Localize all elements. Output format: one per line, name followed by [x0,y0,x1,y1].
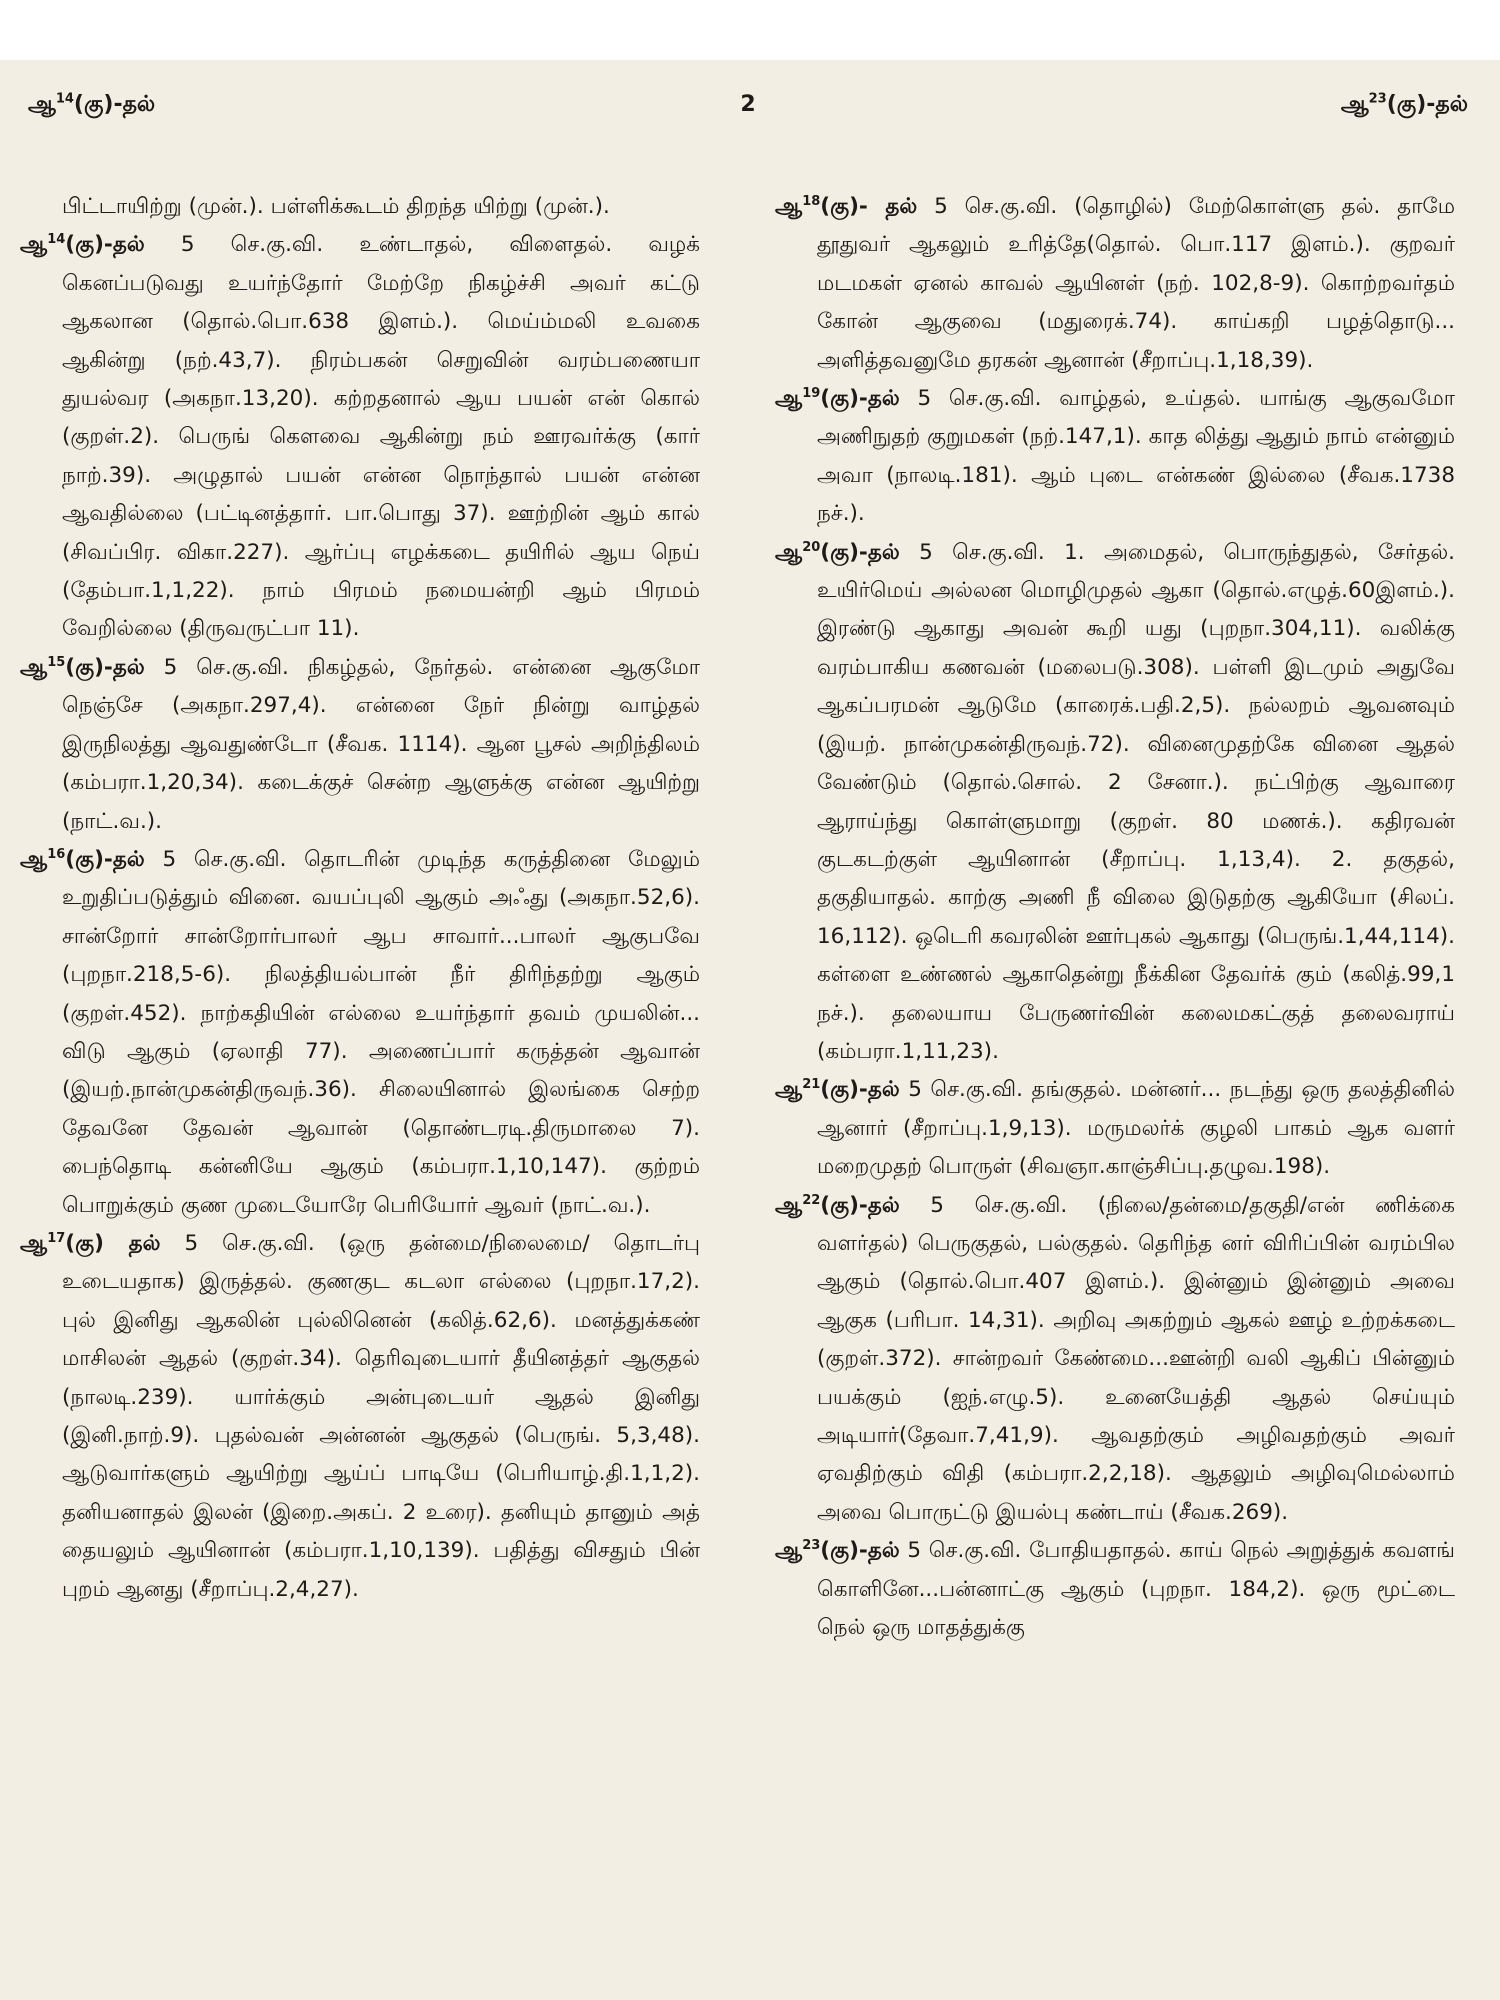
entry-headword: ஆ$^{20}$(கு)-தல் [775,539,900,565]
entry-headword: ஆ$^{21}$(கு)-தல் [775,1077,900,1103]
entry-text: 5 செ.கு.வி. (தொழில்) மேற்கொள்ளு தல். தாமே தூதுவர் ஆகலும் உரித்தே(தொல். பொ.117 இளம்.). குறவர் மடமகள் ஏனல் காவல் ஆயினள் (நற். 102,8-9). கொற்றவர்தம் கோன் ஆகுவை (மதுரைக்.74). காய்கறி பழத்தொடு... அளித்தவனுமே தரகன் ஆனான் (சீறாப்பு.1,18,39). [817,194,1455,373]
dictionary-entry [20,1225,700,1609]
entry-headword: ஆ$^{14}$(கு)-தல் [20,232,145,258]
dictionary-entry [775,1071,1455,1186]
entry-headword: ஆ$^{22}$(கு)-தல் [775,1192,900,1218]
dictionary-entry [20,841,700,1225]
entry-text: 5 செ.கு.வி. (நிலை/தன்மை/தகுதி/என் ணிக்கை வளர்தல்) பெருகுதல், பல்குதல். தெரிந்த னர் விரிப்பின் வரம்பில ஆகும் (தொல்.பொ.407 இளம்.). இன்னும் இன்னும் அவை ஆகுக (பரிபா. 14,31). அறிவு அகற்றும் ஆகல் ஊழ் உற்றக்கடை (குறள்.372). சான்றவர் கேண்மை...ஊன்றி வலி ஆகிப் பின்னும் பயக்கும் (ஐந்.எழு.5). உனையேத்தி ஆதல் செய்யும் அடியார்(தேவா.7,41,9). ஆவதற்கும் அழிவதற்கும் அவர் ஏவதிற்கும் விதி (கம்பரா.2,2,18). ஆதலும் அழிவுமெல்லாம் அவை பொருட்டு இயல்பு கண்டாய் (சீவக.269). [817,1192,1455,1525]
dictionary-entry [775,1187,1455,1533]
entry-text: 5 செ.கு.வி. போதியதாதல். காய் நெல் அறுத்துக் கவளங் கொளினே...பன்னாட்கு ஆகும் (புறநா. 184,2). ஒரு மூட்டை நெல் ஒரு மாதத்துக்கு [817,1538,1455,1641]
dictionary-entry [775,534,1455,1072]
entry-text: 5 செ.கு.வி. (ஒரு தன்மை/நிலைமை/ தொடர்பு உடையதாக) இருத்தல். குணகுட கடலா எல்லை (புறநா.17,2). புல் இனிது ஆகலின் புல்லினென் (கலித்.62,6). மனத்துக்கண் மாசிலன் ஆதல் (குறள்.34). தெரிவுடையார் தீயினத்தர் ஆகுதல் (நாலடி.239). யார்க்கும் அன்புடையர் ஆதல் இனிது (இனி.நாற்.9). புதல்வன் அன்னன் ஆகுதல் (பெருங். 5,3,48). ஆடுவார்களும் ஆயிற்று ஆய்ப் பாடியே (பெரியாழ்.தி.1,1,2). தனியனாதல் இலன் (இறை.அகப். 2 உரை). தனியும் தானும் அத் தையலும் ஆயினான் (கம்பரா.1,10,139). பதித்து விசதும் பின் புறம் ஆனது (சீறாப்பு.2,4,27). [62,1230,700,1602]
dictionary-entry [775,380,1455,534]
entry-text: 5 செ.கு.வி. தங்குதல். மன்னர்... நடந்து ஒரு தலத்தினில் ஆனார் (சீறாப்பு.1,9,13). மருமலர்க் குழலி பாகம் ஆக வளர் மறைமுதற் பொருள் (சிவஞா.காஞ்சிப்பு.தழுவ.198). [817,1077,1455,1180]
entry-text: 5 செ.கு.வி. உண்டாதல், விளைதல். வழக் கெனப்படுவது உயர்ந்தோர் மேற்றே நிகழ்ச்சி அவர் கட்டு ஆகலான (தொல்.பொ.638 இளம்.). மெய்ம்மலி உவகை ஆகின்று (நற்.43,7). நிரம்பகன் செறுவின் வரம்பணையா துயல்வர (அகநா.13,20). கற்றதனால் ஆய பயன் என் கொல் (குறள்.2). பெருங் கௌவை ஆகின்று நம் ஊரவர்க்கு (கார் நாற்.39). அழுதால் பயன் என்ன நொந்தால் பயன் என்ன ஆவதில்லை (பட்டினத்தார். பா.பொது 37). ஊற்றின் ஆம் கால் (சிவப்பிர. விகா.227). ஆர்ப்பு எழக்கடை தயிரில் ஆய நெய் (தேம்பா.1,1,22). நாம் பிரமம் நமையன்றி ஆம் பிரமம் வேறில்லை (திருவருட்பா 11). [62,232,700,642]
entry-text: 5 செ.கு.வி. 1. அமைதல், பொருந்துதல், சேர்தல். உயிர்மெய் அல்லன மொழிமுதல் ஆகா (தொல்.எழுத்.60இளம்.). இரண்டு ஆகாது அவன் கூறி யது (புறநா.304,11). வலிக்கு வரம்பாகிய கணவன் (மலைபடு.308). பள்ளி இடமும் அதுவே ஆகப்பரமன் ஆடுமே (காரைக்.பதி.2,5). நல்லறம் ஆவனவும் (இயற். நான்முகன்திருவந்.72). வினைமுதற்கே வினை ஆதல் வேண்டும் (தொல்.சொல். 2 சேனா.). நட்பிற்கு ஆவாரை ஆராய்ந்து கொள்ளுமாறு (குறள். 80 மணக்.). கதிரவன் குடகடற்குள் ஆயினான் (சீறாப்பு. 1,13,4). 2. தகுதல், தகுதியாதல். காற்கு அணி நீ விலை இடுதற்கு ஆகியோ (சிலப். 16,112). ஒடெரி கவரலின் ஊர்புகல் ஆகாது (பெருங்.1,44,114). கள்ளை உண்ணல் ஆகாதென்று நீக்கின தேவர்க் கும் (கலித்.99,1 நச்.). தலையாய பேருணர்வின் கலைமகட்குத் தலைவராய் (கம்பரா.1,11,23). [817,539,1455,1064]
dictionary-entry [20,226,700,648]
entry-text: 5 செ.கு.வி. வாழ்தல், உய்தல். யாங்கு ஆகுவமோ அணிநுதற் குறுமகள் (நற்.147,1). காத லித்து ஆதும் நாம் என்னும் அவா (நாலடி.181). ஆம் புடை என்கண் இல்லை (சீவக.1738 நச்.). [817,386,1455,527]
entry-headword: ஆ$^{18}$(கு)- தல் [775,193,918,219]
dictionary-entry [775,1532,1455,1647]
entry-continuation [20,188,700,226]
left-running-head: ஆ$^{14}$(கு)-தல் [28,91,156,117]
right-running-head: ஆ$^{23}$(கு)-தல் [1340,91,1468,117]
entry-headword: ஆ$^{23}$(கு)-தல் [775,1538,900,1564]
entry-headword: ஆ$^{17}$(கு) தல் [20,1230,161,1256]
page-header [28,92,1468,132]
entry-text: பிட்டாயிற்று (முன்.). பள்ளிக்கூடம் திறந்த யிற்று (முன்.). [62,194,610,219]
top-margin [0,0,1500,60]
dictionary-entry [20,649,700,841]
entry-headword: ஆ$^{16}$(கு)-தல் [20,846,145,872]
page-number: 2 [740,92,756,117]
left-column [20,188,700,1609]
entry-headword: ஆ$^{15}$(கு)-தல் [20,654,145,680]
entry-headword: ஆ$^{19}$(கு)-தல் [775,385,900,412]
entry-text: 5 செ.கு.வி. நிகழ்தல், நேர்தல். என்னை ஆகுமோ நெஞ்சே (அகநா.297,4). என்னை நேர் நின்று வாழ்தல் இருநிலத்து ஆவதுண்டோ (சீவக. 1114). ஆன பூசல் அறிந்திலம் (கம்பரா.1,20,34). கடைக்குச் சென்ற ஆளுக்கு என்ன ஆயிற்று (நாட்.வ.). [62,654,700,834]
entry-text: 5 செ.கு.வி. தொடரின் முடிந்த கருத்தினை மேலும் உறுதிப்படுத்தும் வினை. வயப்புலி ஆகும் அஃது (அகநா.52,6). சான்றோர் சான்றோர்பாலர் ஆப சாவார்...பாலர் ஆகுபவே (புறநா.218,5-6). நிலத்தியல்பான் நீர் திரிந்தற்று ஆகும் (குறள்.452). நாற்கதியின் எல்லை உயர்ந்தார் தவம் முயலின்... விடு ஆகும் (ஏலாதி 77). அணைப்பார் கருத்தன் ஆவான் (இயற்.நான்முகன்திருவந்.36). சிலையினால் இலங்கை செற்ற தேவனே தேவன் ஆவான் (தொண்டரடி.திருமாலை 7). பைந்தொடி கன்னியே ஆகும் (கம்பரா.1,10,147). குற்றம் பொறுக்கும் குண முடையோரே பெரியோர் ஆவர் (நாட்.வ.). [62,846,700,1218]
right-column [775,188,1455,1647]
dictionary-entry [775,188,1455,380]
